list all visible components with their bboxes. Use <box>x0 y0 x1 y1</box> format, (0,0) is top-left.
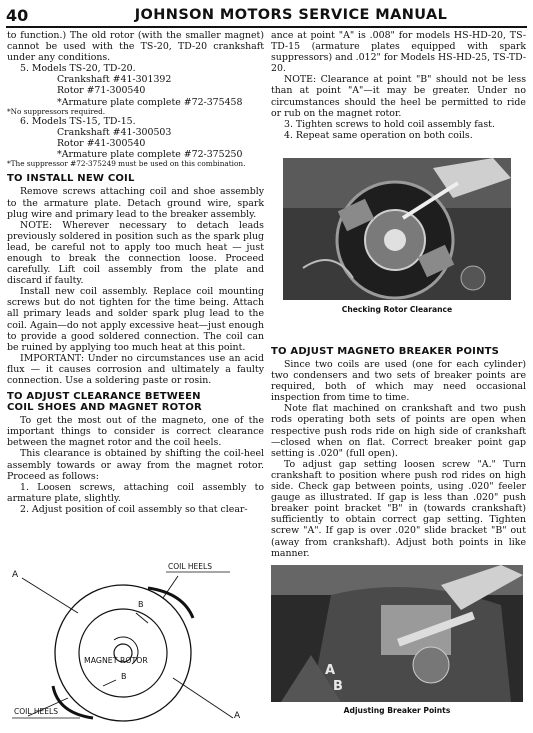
model-6-footnote: *The suppressor #72-375249 must be used on this combination. <box>7 159 246 169</box>
clearance-step-3: 3. Tighten screws to hold coil assembly fast. <box>284 118 495 130</box>
model-6-armature: *Armature plate complete #72-375250 <box>57 149 243 161</box>
right-column <box>271 30 526 141</box>
clearance-paragraph-2: This clearance is obtained by shifting the coil-heel assembly towards or away from the magnet rotor. Proceed as follows: <box>7 448 264 482</box>
page-number: 40 <box>6 6 29 25</box>
model-5-rotor: Rotor #71-300540 <box>57 85 146 97</box>
diagram-label-b-bottom: B <box>121 672 127 681</box>
rotor-clearance-caption: Checking Rotor Clearance <box>341 305 453 314</box>
clearance-step-1: 1. Loosen screws, attaching coil assembly to armature plate, slightly. <box>7 481 264 504</box>
left-column <box>7 30 264 515</box>
clearance-step-2: 2. Adjust position of coil assembly so that clear- <box>20 503 248 515</box>
model-5-title: 5. Models TS-20, TD-20. <box>20 63 136 75</box>
clearance-continued: ance at point "A" is .008" for models HS-HD-20, TS-TD-15 (armature plates equipped with spark suppressors) and .012" for Models HS-HD-25, TS-TD-20. <box>271 30 527 75</box>
right-column-lower <box>271 346 526 559</box>
install-paragraph-2: Install new coil assembly. Replace coil mounting screws but do not tighten for the time being. Attach all primary leads and solder spark plug lead to the coil. Again—do not apply excessive heat—just enough to provide a good soldered connection. The coil can be ruined by applying too much heat at this point. <box>7 286 264 353</box>
model-6-crankshaft: Crankshaft #41-300503 <box>57 126 172 138</box>
model-6-rotor: Rotor #41-300540 <box>57 138 146 150</box>
model-5-crankshaft: Crankshaft #41-301392 <box>57 74 172 86</box>
diagram-label-b-top: B <box>138 600 144 609</box>
coil-rotor-drawing <box>8 568 266 726</box>
clearance-heading-line-1: TO ADJUST CLEARANCE BETWEEN <box>7 391 201 403</box>
diagram-label-a-bottom: A <box>234 711 241 721</box>
breaker-paragraph-1: Since two coils are used (one for each cylinder) two condensers and two sets of breaker points are required, both of which may need occasional inspection from time to time. <box>271 359 526 404</box>
intro-paragraph: to function.) The old rotor (with the smaller magnet) cannot be used with the TS-20, TD-20 crankshaft under any conditions. <box>7 30 264 64</box>
breaker-points-illustration <box>271 565 523 702</box>
breaker-photo-label-b: B <box>333 679 343 694</box>
clearance-step-4: 4. Repeat same operation on both coils. <box>284 129 473 141</box>
model-5-footnote: *No suppressors required. <box>7 106 106 116</box>
install-paragraph-1: Remove screws attaching coil and shoe assembly to the armature plate. Detach ground wire, spark plug wire and primary lead to the breaker assembly. <box>7 186 264 220</box>
coil-rotor-diagram <box>8 562 266 726</box>
install-coil-heading: TO INSTALL NEW COIL <box>7 173 135 185</box>
model-6-title: 6. Models TS-15, TD-15. <box>20 115 136 127</box>
breaker-points-heading: TO ADJUST MAGNETO BREAKER POINTS <box>271 346 500 357</box>
model-5-armature: *Armature plate complete #72-375458 <box>57 96 243 108</box>
rotor-clearance-photo <box>283 158 511 300</box>
rotor-clearance-illustration <box>283 158 511 300</box>
breaker-paragraph-3: To adjust gap setting loosen screw "A." Turn crankshaft to position where push rod rides on high side. Check gap between points, using .020" feeler gauge as illustrated. If gap is less than .020" push breaker point bracket "B" in (towards crankshaft) sufficiently to obtain correct gap setting. Tighten screw "A". If gap is over .020" slide bracket "B" out (away from crankshaft). Adjust both points in like manner. <box>271 458 526 559</box>
breaker-points-photo <box>271 565 523 702</box>
important-paragraph: IMPORTANT: Under no circumstances use an acid flux — it causes corrosion and ultimately a faulty connection. Use a soldering paste or rosin. <box>7 352 264 387</box>
coil-heels-label-bottom: COIL HEELS <box>14 707 58 716</box>
clearance-heading-line-2: COIL SHOES AND MAGNET ROTOR <box>7 402 202 414</box>
page-header <box>6 4 527 28</box>
breaker-photo-label-a: A <box>325 663 336 678</box>
install-note: NOTE: Wherever necessary to detach leads previously soldered in position such as the spark plug lead, be careful not to apply too much heat — just enough to break the connection loose. Proceed carefully. Lift coil assembly from the plate and discard if faulty. <box>7 219 264 287</box>
breaker-points-caption: Adjusting Breaker Points <box>343 706 451 715</box>
diagram-label-a-top: A <box>12 570 19 580</box>
coil-heels-label-top: COIL HEELS <box>168 562 212 571</box>
breaker-paragraph-2: Note flat machined on crankshaft and two push rods operating both sets of points are open when respective push rods ride on high side of crankshaft—closed when on flat. Correct breaker point gap setting is .020" (full open). <box>271 403 526 459</box>
manual-title: JOHNSON MOTORS SERVICE MANUAL <box>134 7 448 23</box>
clearance-paragraph-1: To get the most out of the magneto, one of the important things to consider is correct clearance between the magnet rotor and the coil heels. <box>7 415 264 449</box>
clearance-note: NOTE: Clearance at point "B" should not be less than at point "A"—it may be greater. Under no circumstances should the heel be permitted to ride or rub on the magnet rotor. <box>271 74 526 119</box>
magnet-rotor-label: MAGNET ROTOR <box>84 656 148 665</box>
